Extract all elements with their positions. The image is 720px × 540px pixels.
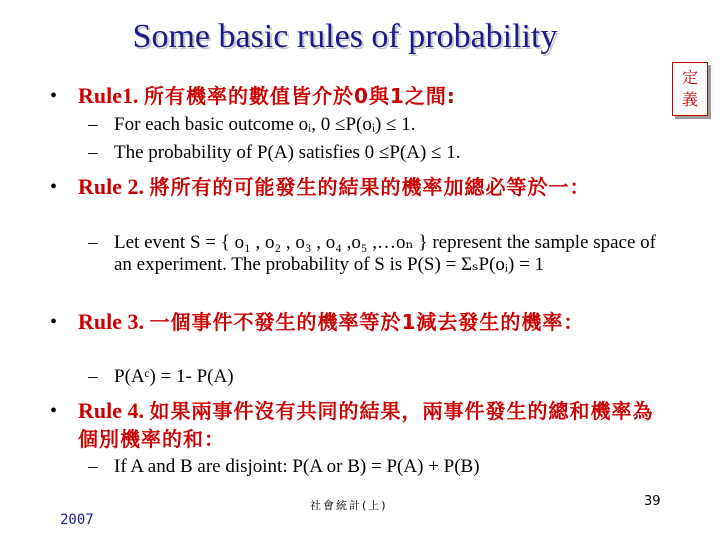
- rule-3-sub-1-text: P(Aᶜ) = 1- P(A): [114, 366, 234, 387]
- rule-4-sub-1-text: If A and B are disjoint: P(A or B) = P(A) + P(B): [114, 456, 480, 477]
- rule-2-sub-1: – Let event S = { o₁ , o₂ , o₃ , o₄ ,o₅ ,…oₙ } represent the sample space of an experiment. The probability of S is P(S) = ΣₛP(oᵢ) = 1: [88, 232, 668, 276]
- badge-char-2: 義: [681, 90, 698, 109]
- rule-4-sub-1: – If A and B are disjoint: P(A or B) = P(A) + P(B): [88, 456, 668, 478]
- rule-2-sub-1-text: Let event S = { o₁ , o₂ , o₃ , o₄ ,o₅ ,…oₙ } represent the sample space of an experiment. The probability of S is P(S) = ΣₛP(oᵢ) = 1: [114, 232, 657, 275]
- bullet-icon: •: [50, 85, 58, 107]
- rule-2-text: 將所有的可能發生的結果的機率加總必等於一：: [149, 175, 591, 199]
- rule-1-sub-2-text: The probability of P(A) satisfies 0 ≤P(A) ≤ 1.: [114, 142, 461, 163]
- rule-2-head: Rule 2.: [78, 174, 144, 199]
- rule-3-sub-1: – P(Aᶜ) = 1- P(A): [88, 366, 668, 388]
- bullet-icon: •: [50, 400, 58, 422]
- rule-1-sub-1: – For each basic outcome oᵢ, 0 ≤P(oᵢ) ≤ 1.: [88, 114, 668, 136]
- rule-4-text: 如果兩事件沒有共同的結果，兩事件發生的總和機率為個別機率的和：: [78, 399, 654, 451]
- rule-1-sub-1-text: For each basic outcome oᵢ, 0 ≤P(oᵢ) ≤ 1.: [114, 114, 416, 135]
- page-number: 39: [644, 494, 661, 509]
- rule-4-head: Rule 4.: [78, 398, 144, 423]
- definition-badge: [672, 62, 708, 116]
- rule-3: [50, 308, 670, 336]
- footer-year: 2007: [60, 512, 94, 528]
- rule-1: [50, 82, 670, 110]
- rule-1-text: 所有機率的數值皆介於0與1之間:: [144, 84, 456, 108]
- badge-char-1: 定: [681, 68, 698, 87]
- slide-title: Some basic rules of probability: [132, 18, 558, 55]
- footer-course: 社會統計(上): [310, 499, 388, 512]
- rule-3-head: Rule 3.: [78, 309, 144, 334]
- rule-3-text: 一個事件不發生的機率等於1減去發生的機率：: [149, 310, 585, 334]
- rule-4: [50, 397, 670, 453]
- rule-1-head: Rule1.: [78, 83, 139, 108]
- rule-2: [50, 173, 670, 201]
- bullet-icon: •: [50, 311, 58, 333]
- rule-1-sub-2: – The probability of P(A) satisfies 0 ≤P(A) ≤ 1.: [88, 142, 668, 164]
- bullet-icon: •: [50, 176, 58, 198]
